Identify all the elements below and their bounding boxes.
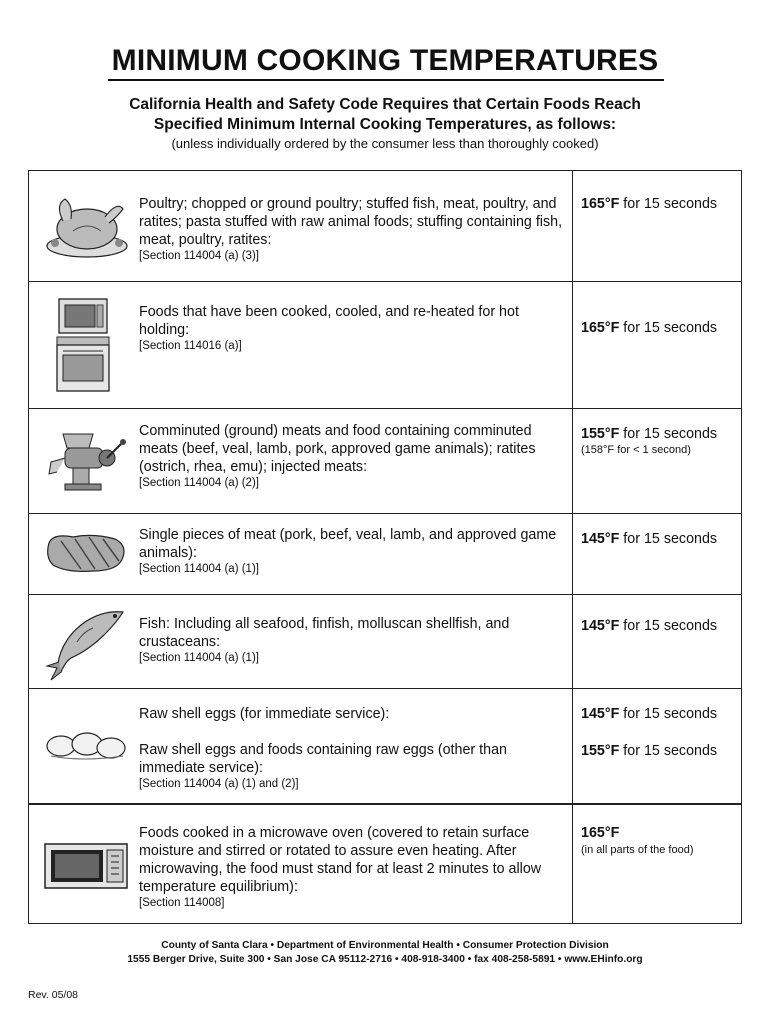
revision-date: Rev. 05/08 <box>28 989 79 1001</box>
section-reference: [Section 114008] <box>139 897 225 909</box>
subtitle-line-2: Specified Minimum Internal Cooking Temperatures, as follows: <box>153 116 617 133</box>
section-reference: [Section 114004 (a) (1)] <box>139 652 259 664</box>
temperature-cell <box>581 705 741 760</box>
temperature-cell <box>581 319 741 337</box>
stove-icon <box>53 295 113 395</box>
temperature-cell <box>581 425 741 458</box>
duration: for 15 seconds <box>623 618 718 634</box>
temperature-cell <box>581 617 741 635</box>
temperature-table <box>28 170 742 924</box>
eggs-icon <box>43 722 129 762</box>
table-row <box>29 688 741 803</box>
table-row <box>29 513 741 594</box>
subtitle-note: (unless individually ordered by the consumer less than thoroughly cooked) <box>171 136 599 151</box>
table-row <box>29 408 741 513</box>
duration: for 15 seconds <box>623 743 718 759</box>
row-description: Single pieces of meat (pork, beef, veal, lamb, and approved game animals): [Section 114004 (a) (1)] <box>139 526 569 577</box>
duration: for 15 seconds <box>623 531 718 547</box>
section-reference: [Section 114004 (a) (3)] <box>139 250 259 262</box>
temperature-cell <box>581 195 741 213</box>
footer-agency: County of Santa Clara • Department of Environmental Health • Consumer Protection Division <box>161 940 609 951</box>
alternate-temperature: (158°F for < 1 second) <box>581 444 691 456</box>
section-reference: [Section 114016 (a)] <box>139 340 242 352</box>
duration: for 15 seconds <box>623 426 718 442</box>
section-reference: [Section 114004 (a) (2)] <box>139 477 259 489</box>
alternate-temperature: (in all parts of the food) <box>581 844 694 856</box>
temperature-value: 145°F <box>581 618 620 634</box>
row-description: Foods cooked in a microwave oven (covered to retain surface moisture and stirred or rotated to assure even heating. After microwaving, the food must stand for at least 2 minutes to allow temperature equilibrium): [Section 114008] <box>139 824 569 911</box>
section-reference: [Section 114004 (a) (1)] <box>139 563 259 575</box>
section-reference: [Section 114004 (a) (1) and (2)] <box>139 778 299 790</box>
temperature-value: 165°F <box>581 196 620 212</box>
row-description: Foods that have been cooked, cooled, and re-heated for hot holding: [Section 114016 (a)] <box>139 303 569 354</box>
table-row <box>29 281 741 408</box>
temperature-value: 155°F <box>581 743 620 759</box>
poultry-icon <box>43 191 129 261</box>
row-description: Fish: Including all seafood, finfish, molluscan shellfish, and crustaceans: [Section 114004 (a) (1)] <box>139 615 569 666</box>
footer-address: 1555 Berger Drive, Suite 300 • San Jose CA 95112-2716 • 408-918-3400 • fax 408-258-5891 • www.EHinfo.org <box>127 954 643 965</box>
row-description: Comminuted (ground) meats and food containing comminuted meats (beef, veal, lamb, pork, approved game animals); ratites (ostrich, rhea, emu); injected meats: [Section 114004 (a) (2)] <box>139 422 569 491</box>
duration: for 15 seconds <box>623 320 718 336</box>
temperature-value: 155°F <box>581 426 620 442</box>
duration: for 15 seconds <box>623 706 718 722</box>
title-underline <box>108 79 664 81</box>
table-row <box>29 594 741 688</box>
microwave-icon <box>43 842 129 890</box>
fish-icon <box>43 602 129 682</box>
temperature-value: 165°F <box>581 825 620 841</box>
temperature-value: 145°F <box>581 531 620 547</box>
table-row <box>29 171 741 281</box>
temperature-cell <box>581 824 741 858</box>
duration: for 15 seconds <box>623 196 718 212</box>
temperature-value: 145°F <box>581 706 620 722</box>
row-description: Raw shell eggs (for immediate service): Raw shell eggs and foods containing raw eggs (other than immediate service): [Section 114004 (a) (1) and (2)] <box>139 705 569 792</box>
temperature-value: 165°F <box>581 320 620 336</box>
temperature-cell <box>581 530 741 548</box>
meat-grinder-icon <box>43 422 129 494</box>
steak-icon <box>43 531 129 575</box>
subtitle-line-1: California Health and Safety Code Requires that Certain Foods Reach <box>129 96 641 113</box>
row-description: Poultry; chopped or ground poultry; stuffed fish, meat, poultry, and ratites; pasta stuffed with raw animal foods; stuffing containing fish, meat, poultry, ratites: [Section 114004 (a) (3)] <box>139 195 569 264</box>
table-row <box>29 804 741 925</box>
page-title: MINIMUM COOKING TEMPERATURES <box>111 44 659 77</box>
